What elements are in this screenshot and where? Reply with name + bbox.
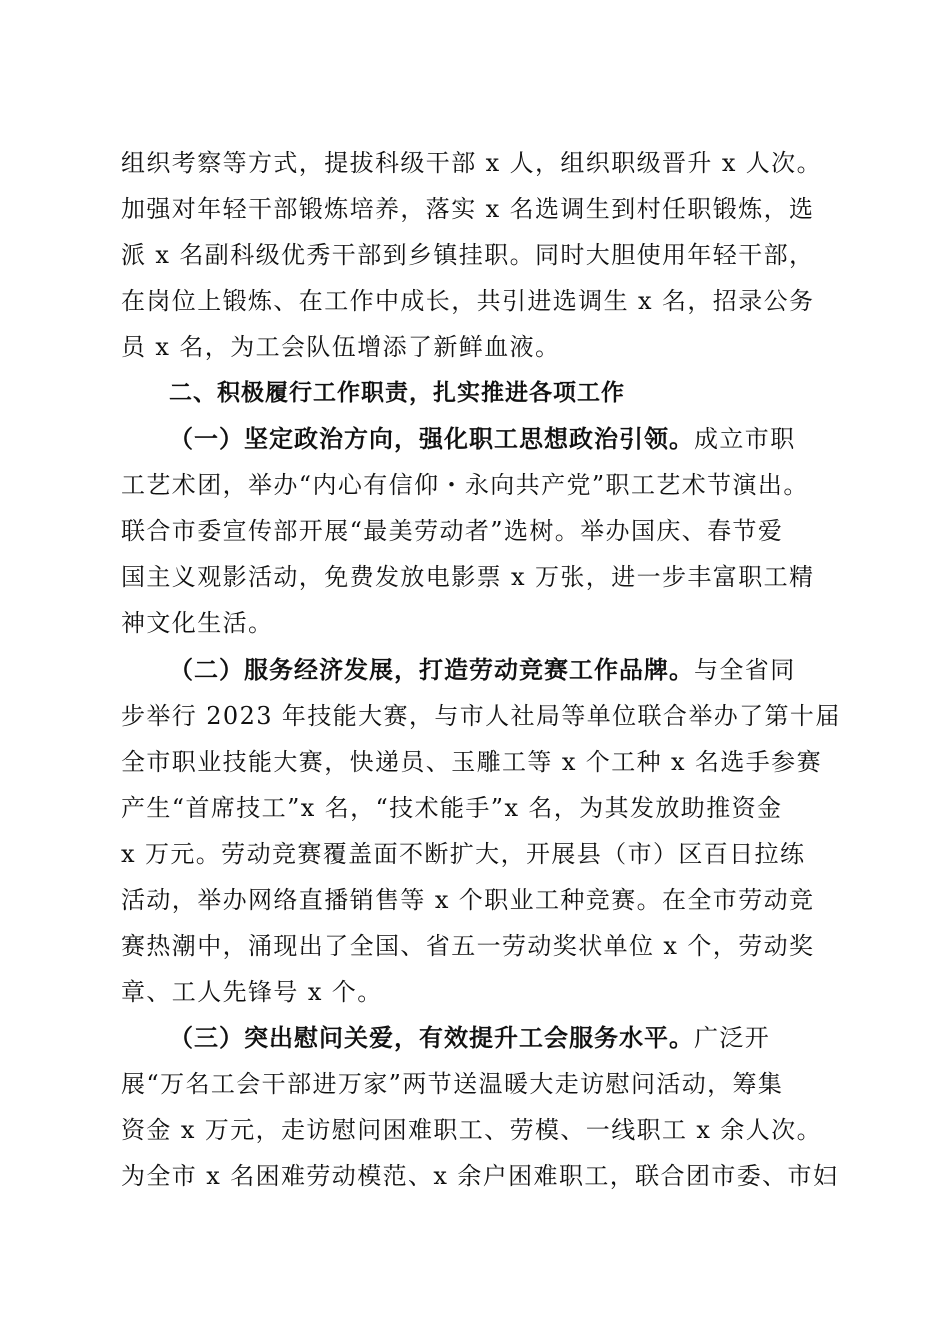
text-line: 联合市委宣传部开展“最美劳动者”选树。举办国庆、春节爱: [121, 517, 784, 545]
section-heading: 二、积极履行工作职责，扎实推进各项工作: [169, 380, 625, 406]
text-line: 产生“首席技工”x 名，“技术能手”x 名，为其发放助推资金: [121, 794, 783, 822]
paragraph-first-line: [169, 647, 796, 693]
text-line: 展“万名工会干部进万家”两节送温暖大走访慰问活动，筹集: [121, 1070, 784, 1098]
text-line: 国主义观影活动，免费发放电影票 x 万张，进一步丰富职工精: [121, 563, 815, 591]
text-line: 派 x 名副科级优秀干部到乡镇挂职。同时大胆使用年轻干部，: [121, 241, 815, 269]
text-line: 组织考察等方式，提拔科级干部 x 人，组织职级晋升 x 人次。: [121, 149, 822, 177]
text-line: 赛热潮中，涌现出了全国、省五一劳动奖状单位 x 个，劳动奖: [121, 932, 815, 960]
paragraph-first-line: [169, 1015, 770, 1061]
text-line: 步举行 2023 年技能大赛，与市人社局等单位联合举办了第十届: [121, 702, 841, 730]
paragraph-first-line: [169, 416, 796, 462]
paragraph-lead: （一）坚定政治方向，强化职工思想政治引领。: [169, 424, 694, 453]
text-line: 全市职业技能大赛，快递员、玉雕工等 x 个工种 x 名选手参赛: [121, 748, 822, 776]
paragraph-text: 成立市职: [694, 425, 796, 453]
paragraph-text: 与全省同: [694, 656, 796, 684]
paragraph-text: 广泛开: [694, 1024, 771, 1052]
text-line: 加强对年轻干部锻炼培养，落实 x 名选调生到村任职锻炼，选: [121, 195, 815, 223]
text-line: 活动，举办网络直播销售等 x 个职业工种竞赛。在全市劳动竞: [121, 886, 815, 914]
text-line: 工艺术团，举办“内心有信仰・永向共产党”职工艺术节演出。: [121, 471, 809, 499]
text-line: 资金 x 万元，走访慰问困难职工、劳模、一线职工 x 余人次。: [121, 1116, 822, 1144]
text-line: 章、工人先锋号 x 个。: [121, 978, 383, 1006]
paragraph-lead: （三）突出慰问关爱，有效提升工会服务水平。: [169, 1023, 694, 1052]
text-line: 在岗位上锻炼、在工作中成长，共引进选调生 x 名，招录公务: [121, 287, 815, 315]
text-line: 员 x 名，为工会队伍增添了新鲜血液。: [121, 333, 561, 361]
text-line: 为全市 x 名困难劳动模范、x 余户困难职工，联合团市委、市妇: [121, 1162, 839, 1190]
paragraph-lead: （二）服务经济发展，打造劳动竞赛工作品牌。: [169, 655, 694, 684]
text-line: x 万元。劳动竞赛覆盖面不断扩大，开展县（市）区百日拉练: [121, 840, 806, 868]
text-line: 神文化生活。: [121, 609, 274, 637]
